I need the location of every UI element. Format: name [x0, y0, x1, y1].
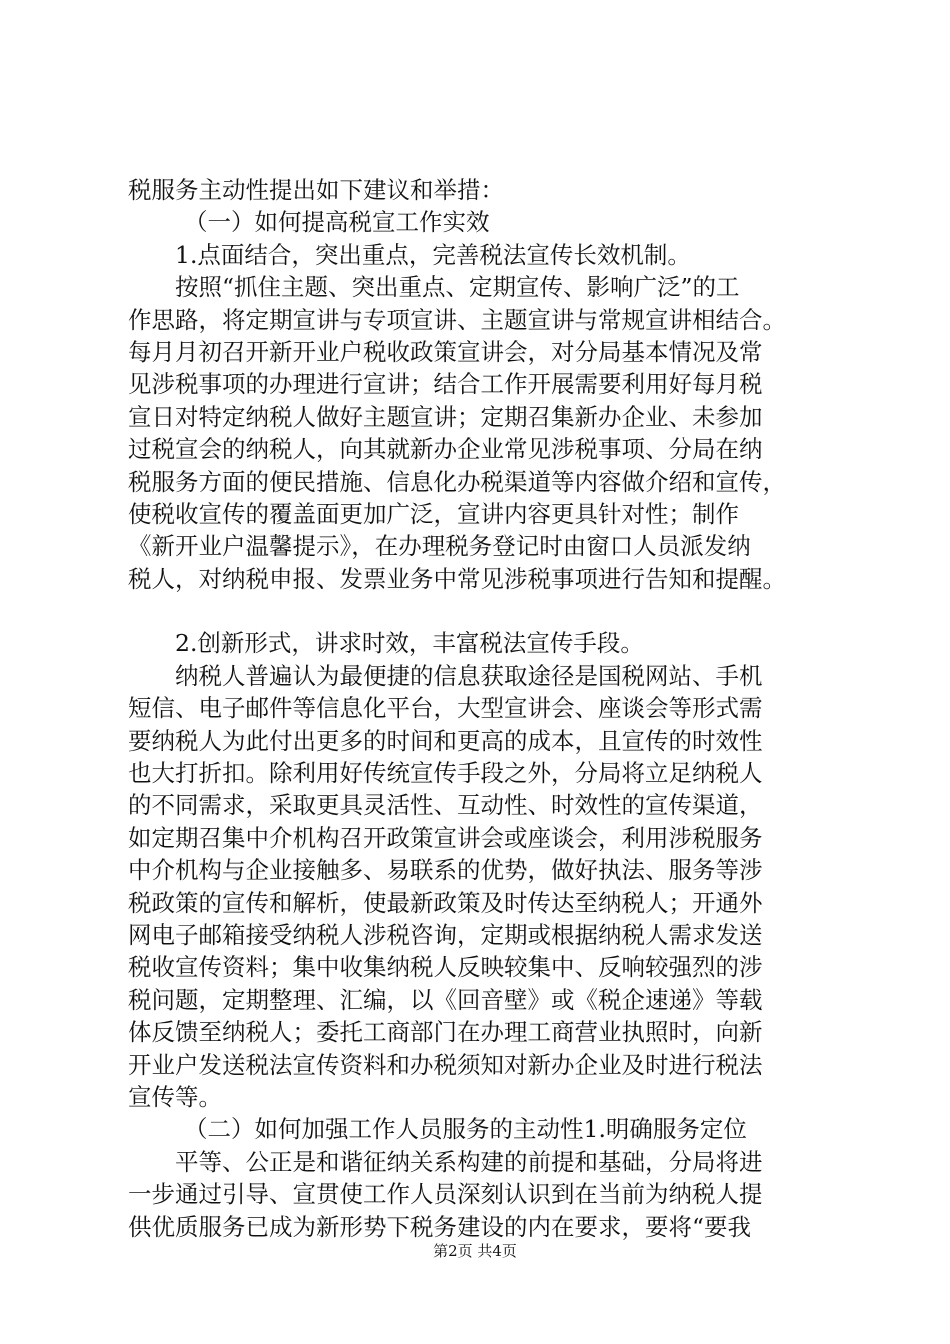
text-line: 开业户发送税法宣传资料和办税须知对新办企业及时进行税法 — [128, 1050, 763, 1079]
text-line: 按照“抓住主题、突出重点、定期宣传、影响广泛”的工 — [175, 273, 740, 302]
body-text — [128, 174, 850, 1243]
blank-line — [128, 595, 850, 627]
text-line: 税政策的宣传和解析，使最新政策及时传达至纳税人；开通外 — [128, 888, 763, 917]
text-line: 短信、电子邮件等信息化平台，大型宣讲会、座谈会等形式需 — [128, 694, 763, 723]
subsection-heading: 2.创新形式，讲求时效，丰富税法宣传手段。 — [175, 629, 644, 658]
page-number-footer: 第2页 共4页 — [433, 1242, 517, 1260]
text-line: 《新开业户温馨提示》，在办理税务登记时由窗口人员派发纳 — [128, 532, 751, 561]
section-heading: （二）如何加强工作人员服务的主动性1.明确服务定位 — [184, 1115, 747, 1144]
text-line: 税人，对纳税申报、发票业务中常见涉税事项进行告知和提醒。 — [128, 564, 786, 593]
text-line: 过税宣会的纳税人，向其就新办企业常见涉税事项、分局在纳 — [128, 435, 763, 464]
text-line: 税收宣传资料；集中收集纳税人反映较集中、反响较强烈的涉 — [128, 953, 763, 982]
text-line: 税服务主动性提出如下建议和举措： — [128, 176, 504, 204]
text-line: 一步通过引导、宣贯使工作人员深刻认识到在当前为纳税人提 — [128, 1180, 763, 1209]
text-line: 也大打折扣。除利用好传统宣传手段之外，分局将立足纳税人 — [128, 759, 763, 788]
text-line: 的不同需求，采取更具灵活性、互动性、时效性的宣传渠道， — [128, 791, 763, 820]
text-line: 中介机构与企业接触多、易联系的优势，做好执法、服务等涉 — [128, 856, 763, 885]
text-line: 宣传等。 — [128, 1082, 222, 1111]
text-line: 税问题，定期整理、汇编，以《回音壁》或《税企速递》等载 — [128, 985, 763, 1014]
subsection-heading: 1.点面结合，突出重点，完善税法宣传长效机制。 — [175, 240, 691, 269]
text-line: 作思路，将定期宣讲与专项宣讲、主题宣讲与常规宣讲相结合。 — [128, 305, 786, 334]
text-line: 每月月初召开新开业户税收政策宣讲会，对分局基本情况及常 — [128, 337, 763, 366]
text-line: 如定期召集中介机构召开政策宣讲会或座谈会，利用涉税服务 — [128, 823, 763, 852]
text-line: 见涉税事项的办理进行宣讲；结合工作开展需要利用好每月税 — [128, 370, 763, 399]
text-line: 宣日对特定纳税人做好主题宣讲；定期召集新办企业、未参加 — [128, 402, 763, 431]
text-line: 税服务方面的便民措施、信息化办税渠道等内容做介绍和宣传， — [128, 467, 786, 496]
text-line: 网电子邮箱接受纳税人涉税咨询，定期或根据纳税人需求发送 — [128, 920, 763, 949]
text-line: 平等、公正是和谐征纳关系构建的前提和基础，分局将进 — [175, 1147, 763, 1176]
text-line: 要纳税人为此付出更多的时间和更高的成本，且宣传的时效性 — [128, 726, 763, 755]
text-line: 纳税人普遍认为最便捷的信息获取途径是国税网站、手机 — [175, 661, 763, 690]
text-line: 体反馈至纳税人；委托工商部门在办理工商营业执照时，向新 — [128, 1018, 763, 1047]
section-heading: （一）如何提高税宣工作实效 — [184, 208, 490, 237]
text-line: 供优质服务已成为新形势下税务建设的内在要求，要将“要我 — [128, 1212, 752, 1241]
text-line: 使税收宣传的覆盖面更加广泛，宣讲内容更具针对性；制作 — [128, 499, 739, 528]
